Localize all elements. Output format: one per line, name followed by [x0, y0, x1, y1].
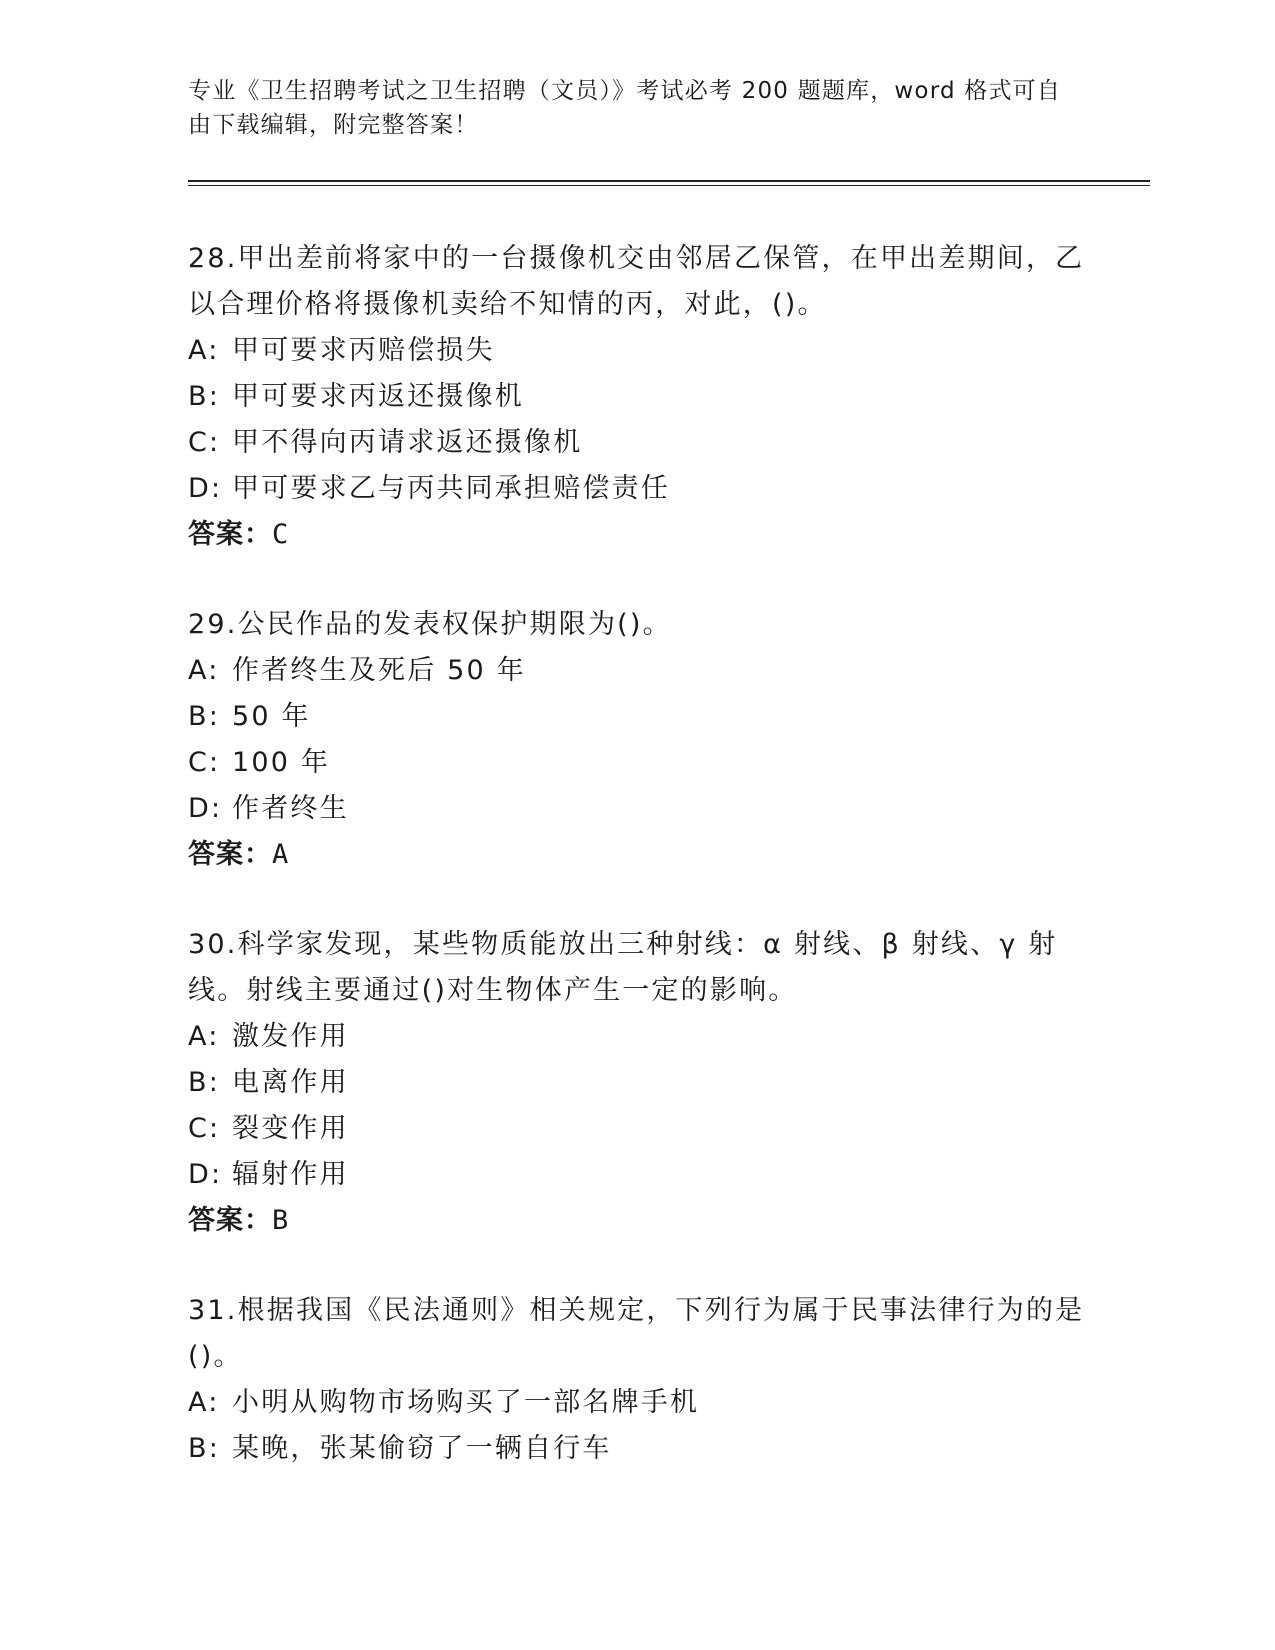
option-key: D:	[188, 1159, 223, 1190]
option-text: 作者终生及死后 50 年	[232, 655, 526, 686]
option-key: A:	[188, 1387, 220, 1418]
answer-label: 答案：	[188, 1205, 272, 1236]
option-c	[188, 1106, 1088, 1152]
option-key: B:	[188, 701, 221, 732]
answer-value: B	[272, 1205, 289, 1236]
option-key: C:	[188, 1113, 221, 1144]
question-31	[188, 1288, 1088, 1472]
option-key: A:	[188, 335, 220, 366]
question-stem: 31.根据我国《民法通则》相关规定，下列行为属于民事法律行为的是()。	[188, 1295, 1085, 1372]
option-key: C:	[188, 747, 221, 778]
option-text: 50 年	[232, 701, 311, 732]
option-text: 甲可要求乙与丙共同承担赔偿责任	[232, 473, 670, 504]
option-key: A:	[188, 1021, 220, 1052]
question-stem: 30.科学家发现，某些物质能放出三种射线：α 射线、β 射线、γ 射线。射线主要通过()对生物体产生一定的影响。	[188, 929, 1058, 1006]
answer-value: A	[272, 839, 289, 870]
option-a	[188, 1380, 1088, 1426]
option-text: 甲不得向丙请求返还摄像机	[232, 427, 583, 458]
answer-line	[188, 1198, 1088, 1244]
option-text: 电离作用	[232, 1067, 349, 1098]
option-key: B:	[188, 1433, 221, 1464]
question-30	[188, 922, 1088, 1244]
header-line-2: 由下载编辑，附完整答案！	[188, 112, 479, 138]
option-a	[188, 1014, 1088, 1060]
option-b	[188, 1426, 1088, 1472]
question-stem: 29.公民作品的发表权保护期限为()。	[188, 609, 672, 640]
option-a	[188, 328, 1088, 374]
option-b	[188, 694, 1088, 740]
answer-value: C	[272, 519, 289, 550]
question-list	[188, 236, 1088, 1516]
document-header	[188, 74, 1068, 142]
option-d	[188, 1152, 1088, 1198]
option-c	[188, 420, 1088, 466]
option-text: 作者终生	[232, 793, 349, 824]
option-text: 甲可要求丙赔偿损失	[232, 335, 495, 366]
answer-line	[188, 832, 1088, 878]
question-28	[188, 236, 1088, 558]
option-b	[188, 374, 1088, 420]
option-text: 某晚，张某偷窃了一辆自行车	[232, 1433, 612, 1464]
answer-label: 答案：	[188, 839, 272, 870]
option-text: 裂变作用	[232, 1113, 349, 1144]
answer-label: 答案：	[188, 519, 272, 550]
option-d	[188, 786, 1088, 832]
header-divider-thick	[188, 180, 1150, 182]
option-d	[188, 466, 1088, 512]
header-line-1: 专业《卫生招聘考试之卫生招聘（文员）》考试必考 200 题题库，word 格式可自	[188, 78, 1062, 104]
option-key: B:	[188, 1067, 221, 1098]
option-text: 辐射作用	[232, 1159, 349, 1190]
answer-line	[188, 512, 1088, 558]
option-text: 甲可要求丙返还摄像机	[232, 381, 524, 412]
option-key: A:	[188, 655, 220, 686]
question-29	[188, 602, 1088, 878]
option-key: C:	[188, 427, 221, 458]
option-a	[188, 648, 1088, 694]
option-b	[188, 1060, 1088, 1106]
option-text: 激发作用	[232, 1021, 349, 1052]
option-key: B:	[188, 381, 221, 412]
option-c	[188, 740, 1088, 786]
question-stem: 28.甲出差前将家中的一台摄像机交由邻居乙保管，在甲出差期间，乙以合理价格将摄像机卖给不知情的丙，对此，()。	[188, 243, 1085, 320]
header-divider-thin	[188, 185, 1150, 186]
option-key: D:	[188, 793, 223, 824]
option-text: 小明从购物市场购买了一部名牌手机	[232, 1387, 700, 1418]
option-text: 100 年	[232, 747, 331, 778]
option-key: D:	[188, 473, 223, 504]
